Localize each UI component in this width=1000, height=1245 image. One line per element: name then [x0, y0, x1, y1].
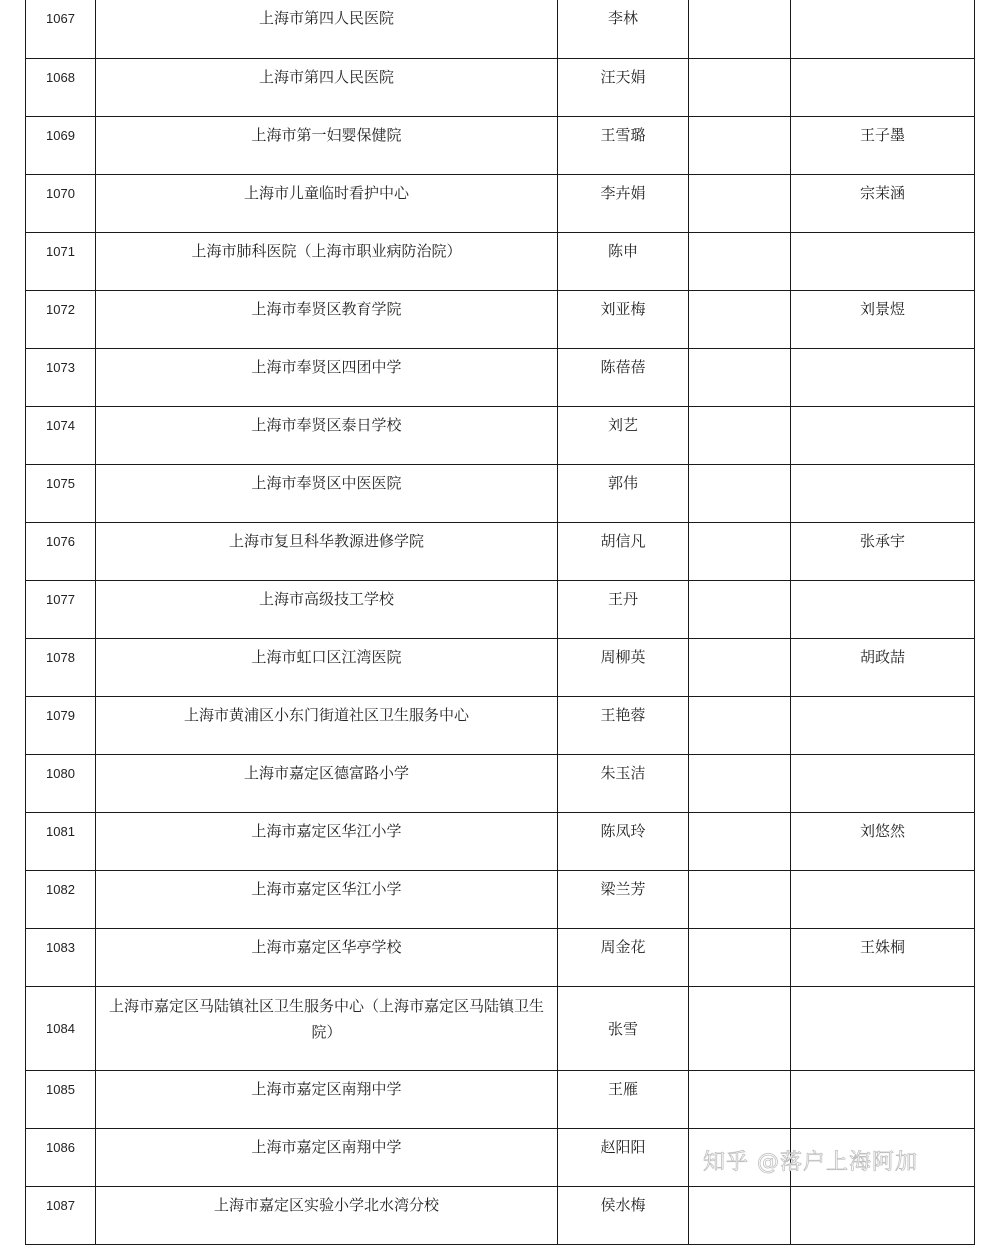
- child-name-text: 张承宇: [859, 532, 905, 550]
- organization-cell: [96, 349, 558, 407]
- child-name-text: 王子墨: [859, 126, 905, 144]
- organization-text: 上海市嘉定区华江小学: [251, 822, 402, 840]
- person-name-text: 陈凤玲: [600, 822, 646, 840]
- row-number-cell: [26, 1129, 96, 1187]
- table-row: [26, 117, 975, 175]
- child-name-text: 刘景煜: [859, 300, 905, 318]
- row-number-cell: [26, 117, 96, 175]
- row-number-cell: [26, 1187, 96, 1245]
- child-name-cell: [791, 581, 975, 639]
- person-name-cell: [558, 1187, 689, 1245]
- child-name-cell: [791, 465, 975, 523]
- roster-body: [26, 0, 975, 1245]
- person-name-text: 侯水梅: [600, 1196, 646, 1214]
- person-name-text: 王艳蓉: [600, 706, 646, 724]
- row-number-cell: [26, 813, 96, 871]
- organization-cell: [96, 117, 558, 175]
- row-number-cell: [26, 523, 96, 581]
- child-name-cell: [791, 813, 975, 871]
- blank-column-cell: [689, 871, 791, 929]
- person-name-cell: [558, 349, 689, 407]
- blank-column-cell: [689, 291, 791, 349]
- person-name-text: 王雪璐: [600, 126, 646, 144]
- table-row: [26, 639, 975, 697]
- row-number-text: 1071: [46, 244, 75, 259]
- person-name-cell: [558, 0, 689, 59]
- organization-cell: [96, 755, 558, 813]
- row-number-text: 1076: [46, 534, 75, 549]
- organization-text: 上海市奉贤区教育学院: [251, 300, 402, 318]
- person-name-cell: [558, 1071, 689, 1129]
- organization-text: 上海市第四人民医院: [258, 9, 394, 27]
- child-name-cell: [791, 175, 975, 233]
- organization-text: 上海市第四人民医院: [258, 68, 394, 86]
- blank-column-cell: [689, 233, 791, 291]
- person-name-text: 胡信凡: [600, 532, 646, 550]
- person-name-text: 周金花: [600, 938, 646, 956]
- child-name-cell: [791, 1187, 975, 1245]
- row-number-text: 1082: [46, 882, 75, 897]
- row-number-cell: [26, 755, 96, 813]
- table-row: [26, 59, 975, 117]
- row-number-cell: [26, 929, 96, 987]
- organization-text: 上海市儿童临时看护中心: [243, 184, 409, 202]
- watermark: 知乎 @落户上海阿加: [703, 1150, 918, 1175]
- child-name-cell: [791, 929, 975, 987]
- organization-cell: [96, 581, 558, 639]
- row-number-cell: [26, 639, 96, 697]
- child-name-cell: [791, 291, 975, 349]
- row-number-cell: [26, 59, 96, 117]
- person-name-cell: [558, 233, 689, 291]
- organization-text: 上海市嘉定区德富路小学: [243, 764, 409, 782]
- person-name-text: 刘艺: [607, 416, 638, 434]
- person-name-cell: [558, 407, 689, 465]
- person-name-text: 汪天娟: [600, 68, 646, 86]
- person-name-cell: [558, 59, 689, 117]
- table-row: [26, 1071, 975, 1129]
- person-name-cell: [558, 291, 689, 349]
- blank-column-cell: [689, 523, 791, 581]
- organization-cell: [96, 233, 558, 291]
- row-number-cell: [26, 465, 96, 523]
- child-name-cell: [791, 697, 975, 755]
- organization-text: 上海市高级技工学校: [258, 590, 394, 608]
- blank-column-cell: [689, 175, 791, 233]
- organization-cell: [96, 929, 558, 987]
- organization-cell: [96, 1071, 558, 1129]
- person-name-cell: [558, 581, 689, 639]
- person-name-cell: [558, 813, 689, 871]
- table-row: [26, 581, 975, 639]
- organization-text: 上海市肺科医院（上海市职业病防治院）: [191, 242, 462, 260]
- person-name-text: 刘亚梅: [600, 300, 646, 318]
- organization-text: 上海市嘉定区南翔中学: [251, 1138, 402, 1156]
- child-name-cell: [791, 523, 975, 581]
- row-number-text: 1080: [46, 766, 75, 781]
- row-number-text: 1084: [46, 1020, 75, 1036]
- blank-column-cell: [689, 1187, 791, 1245]
- table-row: [26, 929, 975, 987]
- organization-cell: [96, 987, 558, 1071]
- row-number-text: 1069: [46, 128, 75, 143]
- organization-text: 上海市第一妇婴保健院: [251, 126, 402, 144]
- row-number-text: 1077: [46, 592, 75, 607]
- person-name-cell: [558, 755, 689, 813]
- person-name-cell: [558, 523, 689, 581]
- blank-column-cell: [689, 1071, 791, 1129]
- row-number-cell: [26, 0, 96, 59]
- organization-cell: [96, 813, 558, 871]
- row-number-text: 1070: [46, 186, 75, 201]
- child-name-cell: [791, 1071, 975, 1129]
- person-name-cell: [558, 639, 689, 697]
- row-number-cell: [26, 1071, 96, 1129]
- row-number-text: 1086: [46, 1140, 75, 1155]
- person-name-cell: [558, 175, 689, 233]
- person-name-cell: [558, 465, 689, 523]
- row-number-text: 1079: [46, 708, 75, 723]
- organization-cell: [96, 1187, 558, 1245]
- table-row: [26, 291, 975, 349]
- blank-column-cell: [689, 59, 791, 117]
- child-name-cell: [791, 871, 975, 929]
- organization-cell: [96, 697, 558, 755]
- person-name-cell: [558, 117, 689, 175]
- child-name-cell: [791, 349, 975, 407]
- row-number-cell: [26, 697, 96, 755]
- blank-column-cell: [689, 755, 791, 813]
- row-number-text: 1073: [46, 360, 75, 375]
- child-name-cell: [791, 407, 975, 465]
- person-name-text: 周柳英: [600, 648, 646, 666]
- roster-table: [25, 0, 975, 1245]
- roster-sheet: [25, 0, 974, 1245]
- organization-cell: [96, 1129, 558, 1187]
- person-name-text: 张雪: [607, 1019, 638, 1038]
- organization-cell: [96, 639, 558, 697]
- child-name-cell: [791, 59, 975, 117]
- organization-text: 上海市嘉定区华江小学: [251, 880, 402, 898]
- person-name-text: 梁兰芳: [600, 880, 646, 898]
- child-name-cell: [791, 639, 975, 697]
- organization-text: 上海市嘉定区华亭学校: [251, 938, 402, 956]
- organization-cell: [96, 59, 558, 117]
- table-row: [26, 871, 975, 929]
- child-name-cell: [791, 987, 975, 1071]
- person-name-text: 朱玉洁: [600, 764, 646, 782]
- row-number-cell: [26, 175, 96, 233]
- person-name-text: 李林: [607, 9, 638, 27]
- row-number-text: 1075: [46, 476, 75, 491]
- organization-cell: [96, 465, 558, 523]
- blank-column-cell: [689, 697, 791, 755]
- table-row: [26, 755, 975, 813]
- row-number-cell: [26, 233, 96, 291]
- child-name-cell: [791, 117, 975, 175]
- row-number-text: 1074: [46, 418, 75, 433]
- person-name-text: 陈申: [607, 242, 638, 260]
- row-number-text: 1087: [46, 1198, 75, 1213]
- organization-text: 上海市嘉定区实验小学北水湾分校: [213, 1196, 439, 1214]
- table-row: [26, 987, 975, 1071]
- row-number-cell: [26, 291, 96, 349]
- row-number-text: 1085: [46, 1082, 75, 1097]
- table-row: [26, 1187, 975, 1245]
- row-number-text: 1067: [46, 11, 75, 26]
- row-number-text: 1068: [46, 70, 75, 85]
- child-name-cell: [791, 233, 975, 291]
- organization-text: 上海市嘉定区马陆镇社区卫生服务中心（上海市嘉定区马陆镇卫生院）: [108, 997, 544, 1041]
- blank-column-cell: [689, 929, 791, 987]
- person-name-text: 李卉娟: [600, 184, 646, 202]
- child-name-cell: [791, 755, 975, 813]
- table-row: [26, 349, 975, 407]
- blank-column-cell: [689, 349, 791, 407]
- table-row: [26, 813, 975, 871]
- table-row: [26, 523, 975, 581]
- organization-text: 上海市嘉定区南翔中学: [251, 1080, 402, 1098]
- row-number-cell: [26, 349, 96, 407]
- blank-column-cell: [689, 639, 791, 697]
- organization-cell: [96, 871, 558, 929]
- blank-column-cell: [689, 813, 791, 871]
- child-name-text: 宗茉涵: [859, 184, 905, 202]
- row-number-cell: [26, 987, 96, 1071]
- row-number-cell: [26, 871, 96, 929]
- organization-text: 上海市奉贤区四团中学: [251, 358, 402, 376]
- blank-column-cell: [689, 581, 791, 639]
- organization-text: 上海市黄浦区小东门街道社区卫生服务中心: [183, 706, 469, 724]
- person-name-text: 郭伟: [607, 474, 638, 492]
- person-name-cell: [558, 1129, 689, 1187]
- organization-cell: [96, 407, 558, 465]
- person-name-cell: [558, 929, 689, 987]
- table-row: [26, 465, 975, 523]
- row-number-text: 1072: [46, 302, 75, 317]
- organization-cell: [96, 0, 558, 59]
- person-name-text: 赵阳阳: [600, 1138, 646, 1156]
- child-name-text: 刘悠然: [859, 822, 905, 840]
- blank-column-cell: [689, 407, 791, 465]
- organization-cell: [96, 291, 558, 349]
- person-name-text: 王雁: [607, 1080, 638, 1098]
- table-row: [26, 407, 975, 465]
- blank-column-cell: [689, 987, 791, 1071]
- row-number-text: 1078: [46, 650, 75, 665]
- person-name-cell: [558, 697, 689, 755]
- organization-cell: [96, 523, 558, 581]
- organization-text: 上海市奉贤区泰日学校: [251, 416, 402, 434]
- organization-cell: [96, 175, 558, 233]
- blank-column-cell: [689, 465, 791, 523]
- blank-column-cell: [689, 0, 791, 59]
- person-name-text: 陈蓓蓓: [600, 358, 646, 376]
- table-row: [26, 697, 975, 755]
- table-row: [26, 175, 975, 233]
- table-row: [26, 233, 975, 291]
- row-number-text: 1083: [46, 940, 75, 955]
- organization-text: 上海市复旦科华教源进修学院: [228, 532, 424, 550]
- child-name-text: 王姝桐: [859, 938, 905, 956]
- organization-text: 上海市奉贤区中医医院: [251, 474, 402, 492]
- person-name-cell: [558, 987, 689, 1071]
- row-number-text: 1081: [46, 824, 75, 839]
- organization-text: 上海市虹口区江湾医院: [251, 648, 402, 666]
- person-name-text: 王丹: [607, 590, 638, 608]
- person-name-cell: [558, 871, 689, 929]
- child-name-text: 胡政喆: [859, 648, 905, 666]
- row-number-cell: [26, 407, 96, 465]
- child-name-cell: [791, 0, 975, 59]
- row-number-cell: [26, 581, 96, 639]
- table-row: [26, 0, 975, 59]
- blank-column-cell: [689, 117, 791, 175]
